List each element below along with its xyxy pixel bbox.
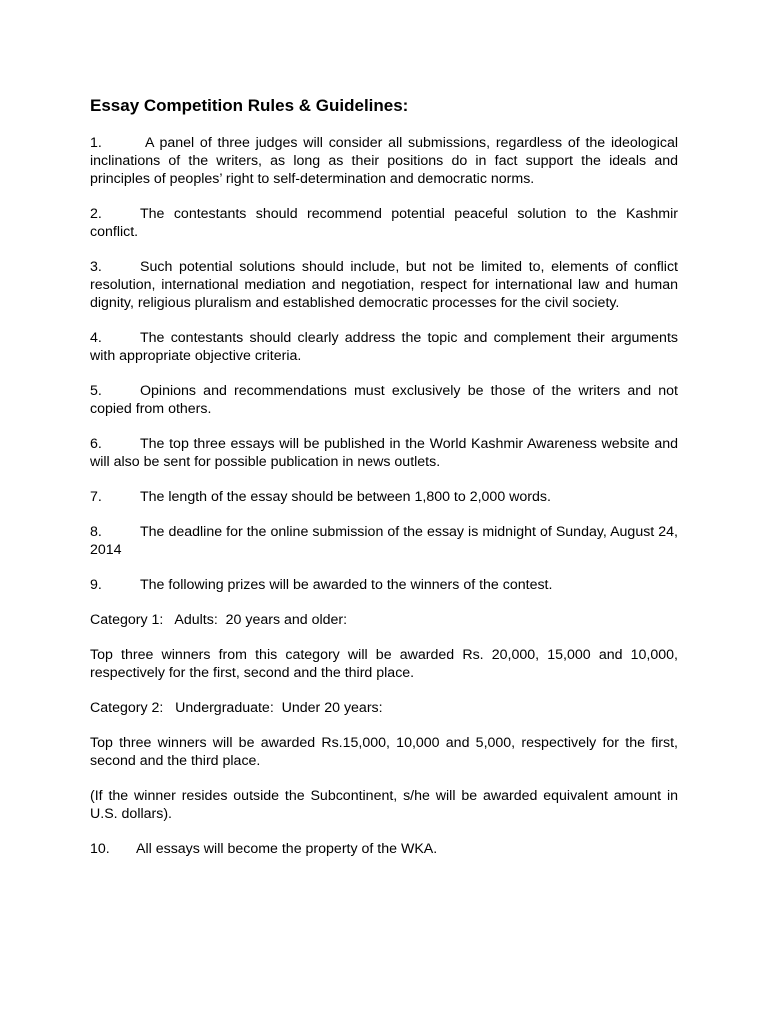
rule-item-8 (90, 523, 678, 559)
rule-text: The top three essays will be published in the World Kashmir Awareness website and will also be sent for possible publication in news outlets. (90, 436, 678, 470)
rule-text: The length of the essay should be between 1,800 to 2,000 words. (140, 489, 551, 505)
rule-item-2 (90, 205, 678, 241)
rule-item-9 (90, 576, 678, 594)
rule-text: The following prizes will be awarded to the winners of the contest. (140, 577, 553, 593)
rule-number: 10. (90, 841, 110, 857)
rule-number: 7. (90, 489, 102, 505)
rule-number: 4. (90, 330, 102, 346)
rule-item-10 (90, 840, 678, 858)
rule-item-7 (90, 488, 678, 506)
rule-text: The deadline for the online submission of the essay is midnight of Sunday, August 24, 2014 (90, 524, 678, 558)
rule-number: 8. (90, 524, 102, 540)
rule-number: 1. (90, 135, 102, 151)
category-2-heading: Category 2: Undergraduate: Under 20 years: (90, 700, 383, 716)
rule-item-1 (90, 134, 678, 188)
rule-text: The contestants should clearly address the topic and complement their arguments with appropriate objective criteria. (90, 330, 678, 364)
rule-number: 2. (90, 206, 102, 222)
rule-text: Such potential solutions should include, but not be limited to, elements of conflict resolution, international mediation and negotiation, respect for international law and human dignity, religious pluralism and established democratic processes for the civil society. (90, 259, 678, 311)
category-2-text: Top three winners will be awarded Rs.15,000, 10,000 and 5,000, respectively for the first, second and the third place. (90, 735, 678, 769)
category-1-heading: Category 1: Adults: 20 years and older: (90, 612, 348, 628)
rule-text: A panel of three judges will consider all submissions, regardless of the ideological inclinations of the writers, as long as their positions do in fact support the ideals and principles of peoples’ right to self-determination and democratic norms. (90, 135, 678, 187)
rule-number: 3. (90, 259, 102, 275)
category-1-text: Top three winners from this category will be awarded Rs. 20,000, 15,000 and 10,000, respectively for the first, second and the third place. (90, 647, 678, 681)
rule-item-5 (90, 382, 678, 418)
rule-item-3 (90, 258, 678, 312)
rule-item-4 (90, 329, 678, 365)
rule-number: 6. (90, 436, 102, 452)
prize-note: (If the winner resides outside the Subcontinent, s/he will be awarded equivalent amount in U.S. dollars). (90, 788, 678, 822)
document-title: Essay Competition Rules & Guidelines: (90, 96, 409, 115)
rule-item-6 (90, 435, 678, 471)
rule-number: 9. (90, 577, 102, 593)
rule-text: All essays will become the property of the WKA. (136, 841, 438, 857)
rule-text: Opinions and recommendations must exclusively be those of the writers and not copied from others. (90, 383, 678, 417)
rule-number: 5. (90, 383, 102, 399)
document-page (90, 96, 678, 858)
rule-text: The contestants should recommend potential peaceful solution to the Kashmir conflict. (90, 206, 678, 240)
